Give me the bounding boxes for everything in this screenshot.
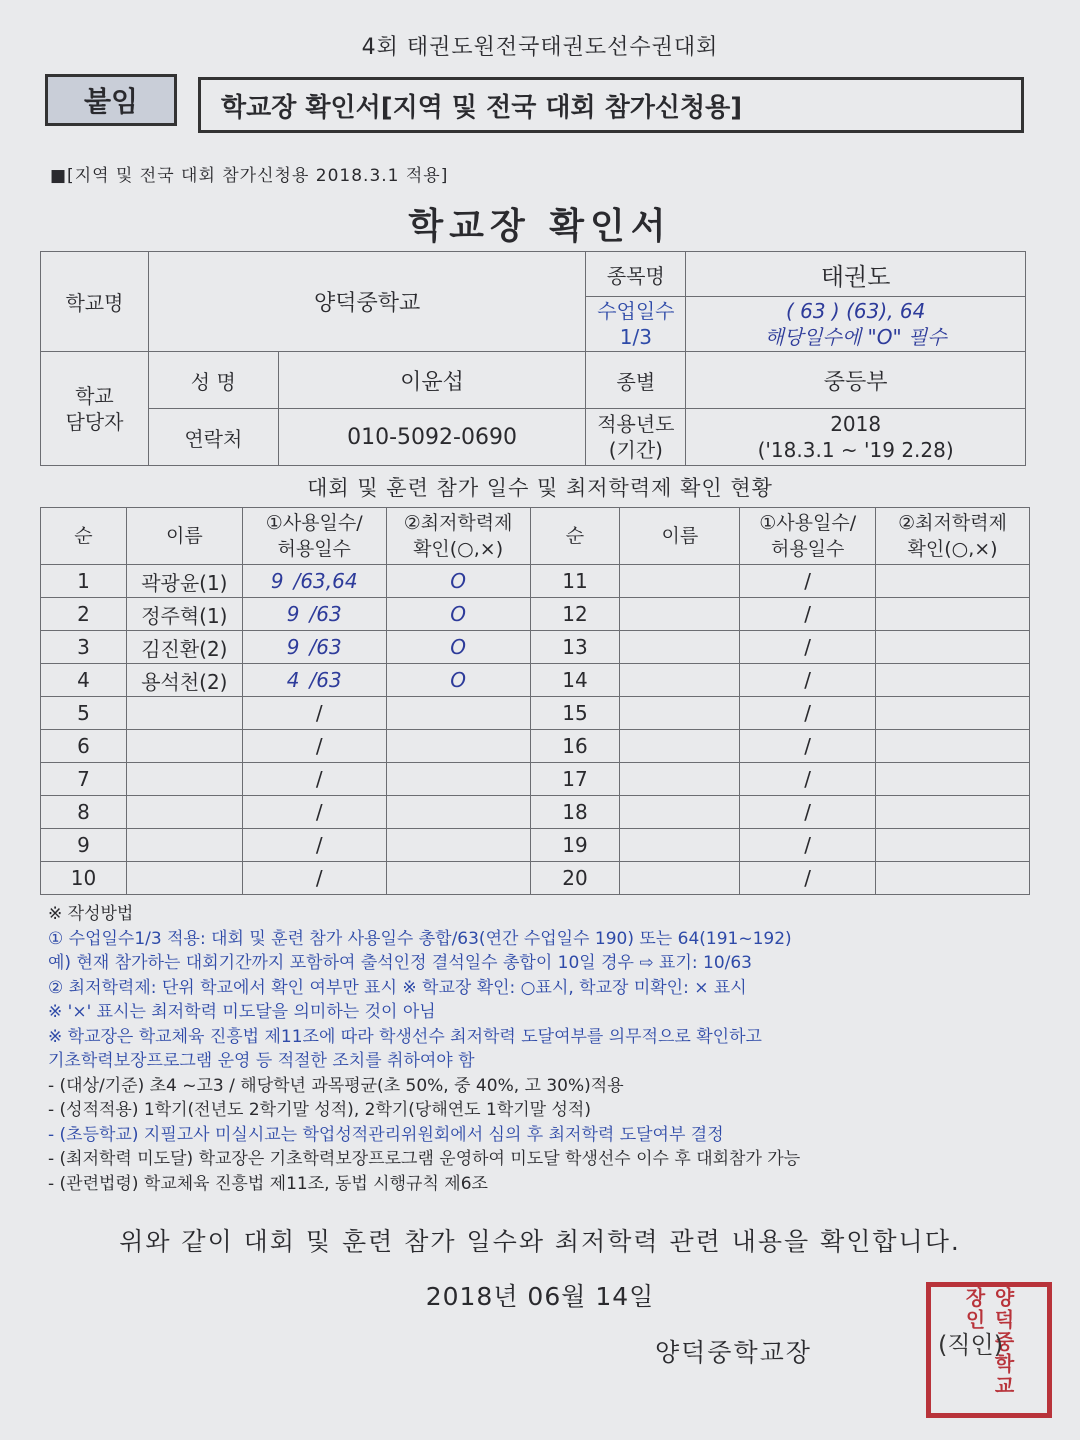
player-name	[620, 862, 740, 895]
min-academic-check	[386, 697, 530, 730]
row-number: 7	[41, 763, 127, 796]
class-days-value	[686, 297, 1026, 352]
min-academic-check	[876, 862, 1030, 895]
player-name	[126, 862, 242, 895]
table-row	[41, 631, 1030, 664]
allowed-days: /	[315, 866, 323, 890]
section-title: 대회 및 훈련 참가 일수 및 최저학력제 확인 현황	[307, 476, 773, 500]
row-number: 20	[530, 862, 620, 895]
header-days-right	[740, 508, 876, 565]
document-title: 학교장 확인서	[408, 206, 672, 247]
used-allowed-days: /	[740, 862, 876, 895]
player-name	[126, 697, 242, 730]
row-number: 19	[530, 829, 620, 862]
attachment-tag: 붙임	[45, 74, 177, 126]
class-days-label-line2: 1/3	[619, 325, 652, 349]
header-check-right	[876, 508, 1030, 565]
used-days: 4	[286, 668, 300, 692]
allowed-days: /	[315, 800, 323, 824]
player-name: 곽광윤(1)	[126, 565, 242, 598]
player-name	[620, 664, 740, 697]
min-academic-check	[876, 730, 1030, 763]
used-allowed-days: /	[740, 565, 876, 598]
player-name	[620, 796, 740, 829]
min-academic-check	[876, 664, 1030, 697]
min-academic-check	[876, 598, 1030, 631]
sport-label: 종목명	[586, 252, 686, 297]
manager-label-line2: 담당자	[65, 409, 124, 434]
division-label: 종별	[586, 352, 686, 409]
used-allowed-days: /	[740, 631, 876, 664]
player-name	[620, 631, 740, 664]
used-allowed-days	[242, 796, 386, 829]
row-number: 4	[41, 664, 127, 697]
header-name-left: 이름	[126, 508, 242, 565]
row-number: 13	[530, 631, 620, 664]
row-number: 17	[530, 763, 620, 796]
used-allowed-days: /	[740, 598, 876, 631]
document-date: 2018년 06월 14일	[425, 1282, 655, 1311]
class-days-value-line1: ( 63 ) (63), 64	[785, 299, 926, 323]
instruction-line: ① 수업일수1/3 적용: 대회 및 훈련 참가 사용일수 총합/63(연간 수업일수 190) 또는 64(191~192)	[48, 928, 792, 949]
instruction-line: - (대상/기준) 초4 ~고3 / 해당학년 과목평균(초 50%, 중 40%, 고 30%)적용	[48, 1075, 624, 1096]
header-check-line2: 확인(○,×)	[907, 538, 998, 560]
used-allowed-days	[242, 730, 386, 763]
header-days-line2: 허용일수	[770, 538, 845, 560]
row-number: 10	[41, 862, 127, 895]
table-row	[41, 829, 1030, 862]
allowed-days: /	[315, 767, 323, 791]
row-number: 8	[41, 796, 127, 829]
header-no-left: 순	[41, 508, 127, 565]
allowed-days: /63	[309, 635, 342, 659]
year-value	[686, 409, 1026, 466]
row-number: 9	[41, 829, 127, 862]
player-name	[126, 796, 242, 829]
class-days-label	[586, 297, 686, 352]
manager-label-line1: 학교	[75, 383, 114, 408]
allowed-days: /	[315, 734, 323, 758]
player-name: 정주혁(1)	[126, 598, 242, 631]
year-label-line2: (기간)	[608, 438, 663, 462]
school-name-label: 학교명	[41, 252, 149, 352]
instruction-line: ※ '×' 표시는 최저학력 미도달을 의미하는 것이 아님	[48, 1002, 436, 1022]
used-allowed-days: /	[740, 796, 876, 829]
table-row	[41, 862, 1030, 895]
principal-title: 양덕중학교장	[655, 1338, 812, 1367]
min-academic-check	[386, 829, 530, 862]
table-row	[41, 664, 1030, 697]
row-number: 3	[41, 631, 127, 664]
header-check-left	[386, 508, 530, 565]
header-check-line1: ②최저학력제	[403, 512, 513, 534]
row-number: 16	[530, 730, 620, 763]
row-number: 15	[530, 697, 620, 730]
header-check-line1: ②최저학력제	[898, 512, 1007, 534]
used-allowed-days	[242, 697, 386, 730]
instruction-line: ※ 학교장은 학교체육 진흥법 제11조에 따라 학생선수 최저학력 도달여부를 의무적으로 확인하고	[48, 1026, 762, 1047]
header-check-line2: 확인(○,×)	[413, 538, 504, 560]
allowed-days: /63,64	[293, 569, 358, 593]
class-days-label-line1: 수업일수	[597, 299, 675, 323]
allowed-days: /63	[309, 602, 342, 626]
min-academic-check: O	[386, 598, 530, 631]
min-academic-check: O	[386, 664, 530, 697]
school-name-value: 양덕중학교	[148, 252, 586, 352]
used-allowed-days: /	[740, 829, 876, 862]
manager-label	[41, 352, 149, 466]
min-academic-check	[386, 796, 530, 829]
year-value-line2: ('18.3.1 ~ '19 2.28)	[757, 438, 954, 462]
min-academic-check	[876, 796, 1030, 829]
seal-text: 양덕중학교장인	[962, 1287, 1015, 1397]
player-name	[126, 829, 242, 862]
row-number: 5	[41, 697, 127, 730]
seal-mark-label: (직인)	[938, 1331, 1004, 1359]
used-allowed-days	[242, 565, 386, 598]
row-number: 6	[41, 730, 127, 763]
confirmation-statement: 위와 같이 대회 및 훈련 참가 일수와 최저학력 관련 내용을 확인합니다.	[119, 1227, 961, 1256]
form-note: ■[지역 및 전국 대회 참가신청용 2018.3.1 적용]	[50, 166, 449, 186]
participation-table	[40, 507, 1030, 895]
used-allowed-days	[242, 763, 386, 796]
player-name: 용석천(2)	[126, 664, 242, 697]
row-number: 14	[530, 664, 620, 697]
player-name	[620, 829, 740, 862]
min-academic-check	[876, 565, 1030, 598]
used-days: 9	[286, 635, 300, 659]
table-row	[41, 796, 1030, 829]
player-name: 김진환(2)	[126, 631, 242, 664]
header-days-line1: ①사용일수/	[759, 512, 857, 534]
header-no-right: 순	[530, 508, 620, 565]
instruction-line: 예) 현재 참가하는 대회기간까지 포함하여 출석인정 결석일수 총합이 10일 경우 ⇨ 표기: 10/63	[48, 953, 752, 973]
min-academic-check	[876, 631, 1030, 664]
manager-name-value: 이윤섭	[278, 352, 586, 409]
used-allowed-days	[242, 598, 386, 631]
row-number: 1	[41, 565, 127, 598]
instruction-line: - (관련법령) 학교체육 진흥법 제11조, 동법 시행규칙 제6조	[48, 1173, 488, 1194]
instruction-line: - (성적적용) 1학기(전년도 2학기말 성적), 2학기(당해연도 1학기말 성적)	[48, 1100, 591, 1120]
used-allowed-days: /	[740, 730, 876, 763]
instructions	[48, 902, 1048, 1196]
player-name	[126, 763, 242, 796]
row-number: 12	[530, 598, 620, 631]
used-allowed-days: /	[740, 763, 876, 796]
year-label	[586, 409, 686, 466]
table-row	[41, 565, 1030, 598]
header-name-right: 이름	[620, 508, 740, 565]
allowed-days: /	[315, 701, 323, 725]
min-academic-check	[876, 763, 1030, 796]
contact-value: 010-5092-0690	[278, 409, 586, 466]
table-row	[41, 697, 1030, 730]
player-name	[620, 565, 740, 598]
player-name	[620, 730, 740, 763]
min-academic-check: O	[386, 565, 530, 598]
used-days: 9	[270, 569, 284, 593]
instruction-line: - (초등학교) 지필고사 미실시교는 학업성적관리위원회에서 심의 후 최저학력 도달여부 결정	[48, 1124, 724, 1145]
used-allowed-days	[242, 862, 386, 895]
table-row	[41, 730, 1030, 763]
instruction-line: ② 최저학력제: 단위 학교에서 확인 여부만 표시 ※ 학교장 확인: ○표시, 학교장 미확인: × 표시	[48, 977, 747, 998]
player-name	[620, 598, 740, 631]
instruction-line: 기초학력보장프로그램 운영 등 적절한 조치를 취하여야 함	[48, 1051, 475, 1071]
row-number: 18	[530, 796, 620, 829]
division-value: 중등부	[686, 352, 1026, 409]
used-days: 9	[286, 602, 300, 626]
event-title: 4회 태권도원전국태권도선수권대회	[361, 35, 719, 60]
instruction-line: ※ 작성방법	[48, 904, 134, 924]
row-number: 2	[41, 598, 127, 631]
used-allowed-days: /	[740, 697, 876, 730]
form-box-title: 학교장 확인서[지역 및 전국 대회 참가신청용]	[198, 77, 1024, 133]
used-allowed-days	[242, 664, 386, 697]
min-academic-check: O	[386, 631, 530, 664]
contact-label: 연락처	[148, 409, 278, 466]
school-info-table	[40, 251, 1026, 466]
used-allowed-days	[242, 829, 386, 862]
table-row	[41, 598, 1030, 631]
table-row	[41, 763, 1030, 796]
year-label-line1: 적용년도	[597, 412, 675, 436]
min-academic-check	[386, 763, 530, 796]
row-number: 11	[530, 565, 620, 598]
header-days-left	[242, 508, 386, 565]
class-days-value-line2: 해당일수에 "O" 필수	[764, 325, 947, 349]
allowed-days: /63	[309, 668, 342, 692]
used-allowed-days: /	[740, 664, 876, 697]
used-allowed-days	[242, 631, 386, 664]
year-value-line1: 2018	[830, 412, 882, 436]
instruction-line: - (최저학력 미도달) 학교장은 기초학력보장프로그램 운영하여 미도달 학생선수 이수 후 대회참가 가능	[48, 1149, 801, 1169]
manager-name-label: 성 명	[148, 352, 278, 409]
header-days-line2: 허용일수	[277, 538, 351, 560]
player-name	[126, 730, 242, 763]
header-days-line1: ①사용일수/	[265, 512, 363, 534]
min-academic-check	[876, 829, 1030, 862]
sport-value: 태권도	[686, 252, 1026, 297]
player-name	[620, 763, 740, 796]
min-academic-check	[386, 862, 530, 895]
min-academic-check	[386, 730, 530, 763]
player-name	[620, 697, 740, 730]
allowed-days: /	[315, 833, 323, 857]
min-academic-check	[876, 697, 1030, 730]
